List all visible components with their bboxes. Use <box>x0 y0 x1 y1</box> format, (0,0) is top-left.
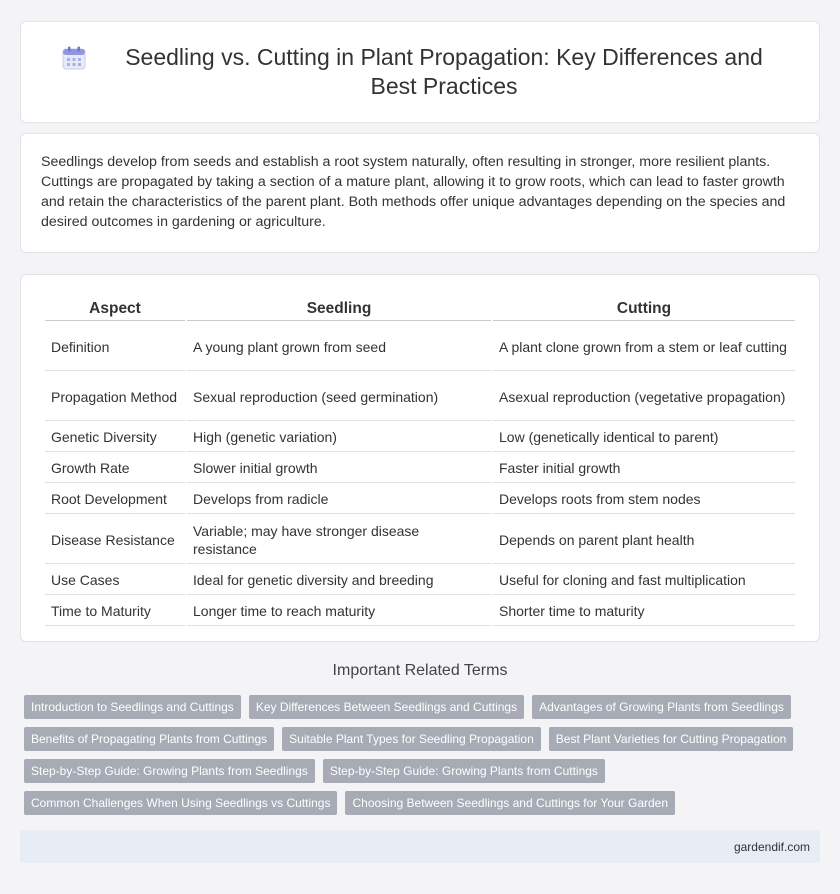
cell-seedling: Sexual reproduction (seed germination) <box>187 373 491 421</box>
table-row <box>45 373 795 421</box>
calendar-icon <box>61 45 87 71</box>
related-tag[interactable]: Choosing Between Seedlings and Cuttings for Your Garden <box>345 791 675 815</box>
cell-aspect: Genetic Diversity <box>45 423 185 452</box>
cell-cutting: Depends on parent plant health <box>493 516 795 564</box>
cell-cutting: A plant clone grown from a stem or leaf cutting <box>493 323 795 371</box>
cell-cutting: Useful for cloning and fast multiplication <box>493 566 795 595</box>
table-row <box>45 566 795 595</box>
intro-paragraph: Seedlings develop from seeds and establish a root system naturally, often resulting in stronger, more resilient plants. Cuttings are propagated by taking a section of a mature plant, allowing it to grow roots, which can lead to faster growth and retain the characteristics of the parent plant. Both methods offer unique advantages depending on the species and desired outcomes in gardening or agriculture. <box>41 154 786 230</box>
table-row <box>45 597 795 626</box>
cell-aspect: Propagation Method <box>45 373 185 421</box>
related-tag[interactable]: Step-by-Step Guide: Growing Plants from Seedlings <box>24 759 315 783</box>
header-cutting: Cutting <box>493 297 795 321</box>
intro-card <box>20 133 820 253</box>
cell-seedling: Longer time to reach maturity <box>187 597 491 626</box>
table-header-row <box>45 297 795 321</box>
footer-site-link[interactable]: gardendif.com <box>733 840 810 854</box>
header-seedling: Seedling <box>187 297 491 321</box>
header-card <box>20 21 820 123</box>
cell-aspect: Time to Maturity <box>45 597 185 626</box>
cell-seedling: Slower initial growth <box>187 454 491 483</box>
cell-aspect: Use Cases <box>45 566 185 595</box>
related-tag[interactable]: Best Plant Varieties for Cutting Propagation <box>549 727 794 751</box>
related-tag[interactable]: Advantages of Growing Plants from Seedlings <box>532 695 791 719</box>
related-tag[interactable]: Suitable Plant Types for Seedling Propagation <box>282 727 541 751</box>
cell-cutting: Develops roots from stem nodes <box>493 485 795 514</box>
related-tag[interactable]: Introduction to Seedlings and Cuttings <box>24 695 241 719</box>
table-row <box>45 323 795 371</box>
cell-cutting: Asexual reproduction (vegetative propagation) <box>493 373 795 421</box>
table-row <box>45 454 795 483</box>
cell-aspect: Growth Rate <box>45 454 185 483</box>
comparison-table <box>43 295 797 628</box>
cell-aspect: Definition <box>45 323 185 371</box>
related-terms-title: Important Related Terms <box>332 662 508 679</box>
table-row <box>45 516 795 564</box>
cell-cutting: Faster initial growth <box>493 454 795 483</box>
related-tag[interactable]: Key Differences Between Seedlings and Cuttings <box>249 695 524 719</box>
related-tag[interactable]: Common Challenges When Using Seedlings vs Cuttings <box>24 791 337 815</box>
cell-seedling: High (genetic variation) <box>187 423 491 452</box>
related-terms-section <box>0 662 840 680</box>
footer <box>20 830 820 863</box>
cell-seedling: Variable; may have stronger disease resistance <box>187 516 491 564</box>
header-aspect: Aspect <box>45 297 185 321</box>
cell-aspect: Disease Resistance <box>45 516 185 564</box>
table-row <box>45 485 795 514</box>
related-tag[interactable]: Step-by-Step Guide: Growing Plants from Cuttings <box>323 759 605 783</box>
cell-seedling: A young plant grown from seed <box>187 323 491 371</box>
related-tag[interactable]: Benefits of Propagating Plants from Cuttings <box>24 727 274 751</box>
cell-seedling: Ideal for genetic diversity and breeding <box>187 566 491 595</box>
related-tags <box>24 695 814 815</box>
cell-cutting: Shorter time to maturity <box>493 597 795 626</box>
cell-seedling: Develops from radicle <box>187 485 491 514</box>
comparison-table-card <box>20 274 820 642</box>
cell-aspect: Root Development <box>45 485 185 514</box>
table-row <box>45 423 795 452</box>
page-title: Seedling vs. Cutting in Plant Propagation: Key Differences and Best Practices <box>125 44 763 99</box>
cell-cutting: Low (genetically identical to parent) <box>493 423 795 452</box>
